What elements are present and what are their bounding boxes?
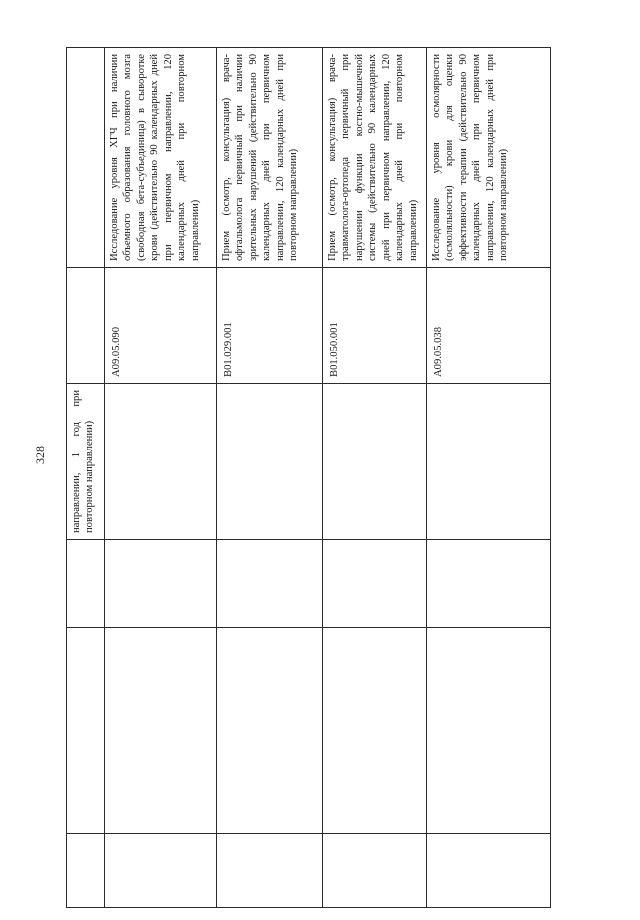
table-cell xyxy=(427,834,551,908)
service-code-cell: B01.050.001 xyxy=(323,268,427,384)
continued-text-cell: направлении, 1 год при повторном направлении) xyxy=(67,384,105,540)
table-cell xyxy=(105,834,217,908)
table-cell xyxy=(427,628,551,834)
table-cell xyxy=(67,540,105,628)
table-row xyxy=(105,48,217,908)
table-cell xyxy=(217,384,323,540)
table-cell xyxy=(105,628,217,834)
table-cell xyxy=(323,628,427,834)
table-cell xyxy=(67,834,105,908)
service-description-cell: Исследование уровня осмолярности (осмоляльности) крови для оценки эффективности терапии (действительно 90 календарных дней при первичном направлении, 120 календарных дней при повторном направлении) xyxy=(427,48,551,268)
table-row xyxy=(217,48,323,908)
service-code-cell: B01.029.001 xyxy=(217,268,323,384)
table-cell xyxy=(67,268,105,384)
rotated-table-region xyxy=(66,48,550,908)
table-cell xyxy=(217,540,323,628)
table-cell xyxy=(323,834,427,908)
scanned-table xyxy=(66,48,550,908)
page-number: 328 xyxy=(32,446,47,464)
service-description-cell: Прием (осмотр, консультация) врача-офтальмолога первичный при наличии зрительных нарушений (действительно 90 календарных дней при первичном направлении, 120 календарных дней при повторном направлении) xyxy=(217,48,323,268)
table-cell xyxy=(67,628,105,834)
table-cell xyxy=(105,540,217,628)
service-description-cell: Исследование уровня ХГЧ при наличии объемного образования головного мозга (свободная бета-субъединица) в сыворотке крови (действительно 90 календарных дней при первичном направлении, 120 календарных дней при повторном направлении) xyxy=(105,48,217,268)
table-row xyxy=(67,48,105,908)
service-description-cell: Прием (осмотр, консультация) врача-травматолога-ортопеда первичный при нарушении функции костно-мышечной системы (действительно 90 календарных дней при первичном направлении, 120 календарных дней при повторном направлении) xyxy=(323,48,427,268)
services-table xyxy=(66,47,551,908)
table-cell xyxy=(67,48,105,268)
table-cell xyxy=(427,384,551,540)
table-cell xyxy=(323,540,427,628)
table-cell xyxy=(217,628,323,834)
service-code-cell: A09.05.038 xyxy=(427,268,551,384)
table-cell xyxy=(323,384,427,540)
service-code-cell: A09.05.090 xyxy=(105,268,217,384)
table-cell xyxy=(105,384,217,540)
table-cell xyxy=(427,540,551,628)
table-cell xyxy=(217,834,323,908)
table-row xyxy=(427,48,551,908)
table-row xyxy=(323,48,427,908)
